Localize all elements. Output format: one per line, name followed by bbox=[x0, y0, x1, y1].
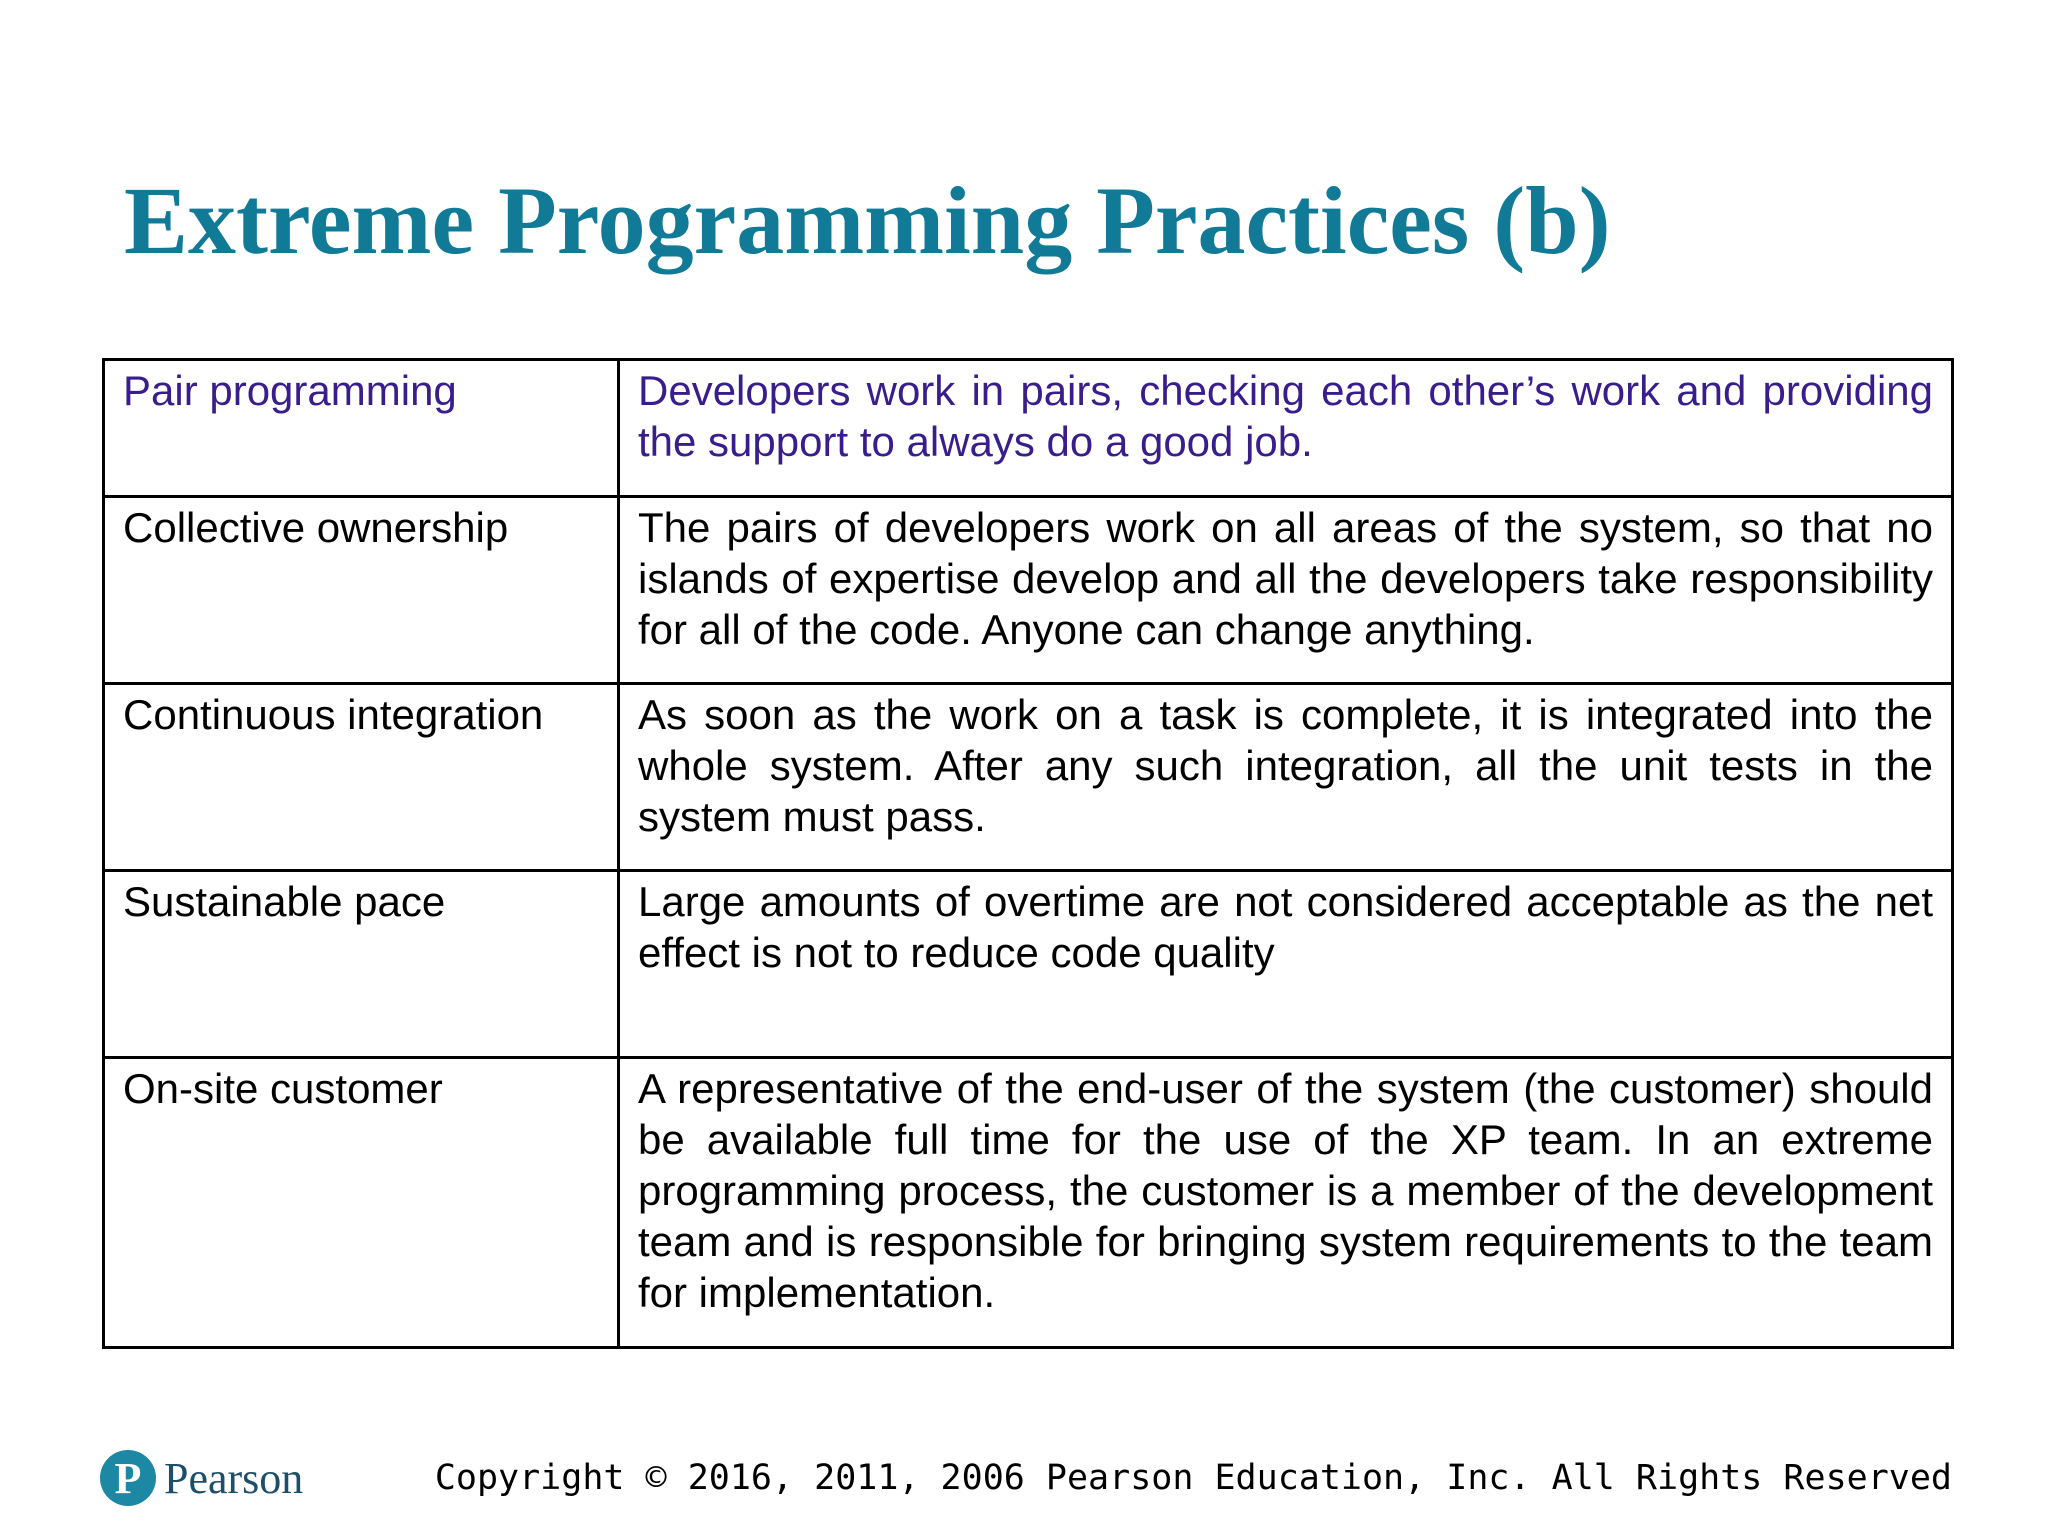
practices-table bbox=[102, 358, 1954, 1349]
table-row bbox=[104, 1058, 1953, 1348]
copyright-notice: Copyright © 2016, 2011, 2006 Pearson Education, Inc. All Rights Reserved bbox=[434, 1458, 1952, 1498]
practice-name: Pair programming bbox=[104, 360, 619, 497]
practice-name: Collective ownership bbox=[104, 497, 619, 684]
pearson-logo-icon: P bbox=[100, 1450, 156, 1506]
table-row bbox=[104, 360, 1953, 497]
pearson-logo bbox=[100, 1450, 303, 1506]
practice-name: Sustainable pace bbox=[104, 871, 619, 1058]
slide-title: Extreme Programming Practices (b) bbox=[124, 167, 1611, 274]
practice-description: The pairs of developers work on all areas of the system, so that no islands of expertise develop and all the developers take responsibility for all of the code. Anyone can change anything. bbox=[619, 497, 1953, 684]
practice-description: Developers work in pairs, checking each other’s work and providing the support to always do a good job. bbox=[619, 360, 1953, 497]
practice-description: Large amounts of overtime are not considered acceptable as the net effect is not to reduce code quality bbox=[619, 871, 1953, 1058]
table-row bbox=[104, 684, 1953, 871]
table-row bbox=[104, 497, 1953, 684]
practice-name: On-site customer bbox=[104, 1058, 619, 1348]
pearson-logo-text: Pearson bbox=[164, 1453, 304, 1503]
practice-description: As soon as the work on a task is complete, it is integrated into the whole system. After any such integration, all the unit tests in the system must pass. bbox=[619, 684, 1953, 871]
practice-name: Continuous integration bbox=[104, 684, 619, 871]
practice-description: A representative of the end-user of the system (the customer) should be available full time for the use of the XP team. In an extreme programming process, the customer is a member of the development team and is responsible for bringing system requirements to the team for implementation. bbox=[619, 1058, 1953, 1348]
table-row bbox=[104, 871, 1953, 1058]
